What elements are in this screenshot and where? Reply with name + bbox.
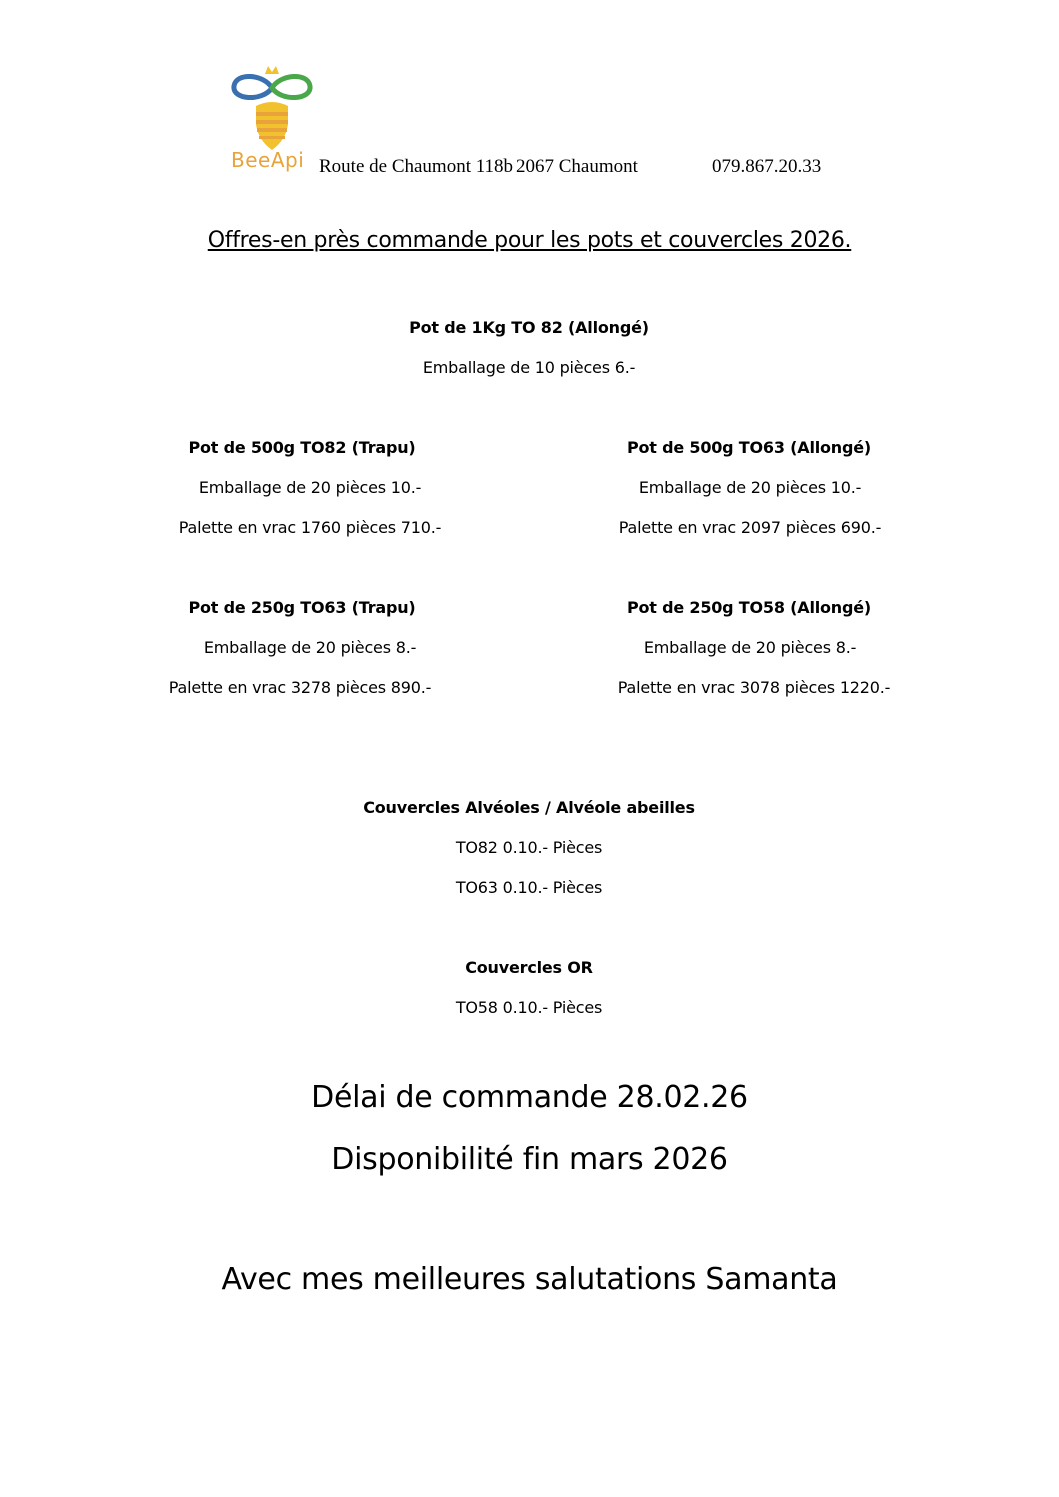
pot-1kg-packaging: Emballage de 10 pièces 6.- bbox=[422, 358, 636, 377]
address: Route de Chaumont 118b bbox=[319, 156, 514, 177]
pot-1kg-heading: Pot de 1Kg TO 82 (Allongé) bbox=[409, 318, 649, 337]
phone-number: 079.867.20.33 bbox=[712, 156, 822, 177]
pot-500-trapu-packaging: Emballage de 20 pièces 10.- bbox=[198, 478, 422, 497]
pot-250-trapu-heading: Pot de 250g TO63 (Trapu) bbox=[188, 598, 416, 617]
pot-500-trapu-heading: Pot de 500g TO82 (Trapu) bbox=[188, 438, 416, 457]
brand-name: BeeApi bbox=[231, 148, 305, 172]
pot-250-trapu-packaging: Emballage de 20 pièces 8.- bbox=[203, 638, 417, 657]
pot-500-allonge-pallet: Palette en vrac 2097 pièces 690.- bbox=[618, 518, 882, 537]
pot-500-trapu-pallet: Palette en vrac 1760 pièces 710.- bbox=[178, 518, 442, 537]
order-deadline: Délai de commande 28.02.26 bbox=[311, 1080, 748, 1115]
page-title: Offres-en près commande pour les pots et couvercles 2026. bbox=[207, 228, 852, 253]
pot-500-allonge-heading: Pot de 500g TO63 (Allongé) bbox=[626, 438, 872, 457]
couvercles-alveoles-heading: Couvercles Alvéoles / Alvéole abeilles bbox=[363, 798, 695, 817]
couvercles-alveoles-to63: TO63 0.10.- Pièces bbox=[455, 878, 603, 897]
pot-250-trapu-pallet: Palette en vrac 3278 pièces 890.- bbox=[168, 678, 432, 697]
city: 2067 Chaumont bbox=[516, 156, 638, 177]
couvercles-alveoles-to82: TO82 0.10.- Pièces bbox=[455, 838, 603, 857]
availability-date: Disponibilité fin mars 2026 bbox=[331, 1142, 728, 1177]
signature-line: Avec mes meilleures salutations Samanta bbox=[221, 1262, 838, 1297]
pot-500-allonge-packaging: Emballage de 20 pièces 10.- bbox=[638, 478, 862, 497]
couvercles-or-heading: Couvercles OR bbox=[465, 958, 593, 977]
pot-250-allonge-heading: Pot de 250g TO58 (Allongé) bbox=[626, 598, 872, 617]
couvercles-or-to58: TO58 0.10.- Pièces bbox=[455, 998, 603, 1017]
pot-250-allonge-pallet: Palette en vrac 3078 pièces 1220.- bbox=[617, 678, 891, 697]
pot-250-allonge-packaging: Emballage de 20 pièces 8.- bbox=[643, 638, 857, 657]
